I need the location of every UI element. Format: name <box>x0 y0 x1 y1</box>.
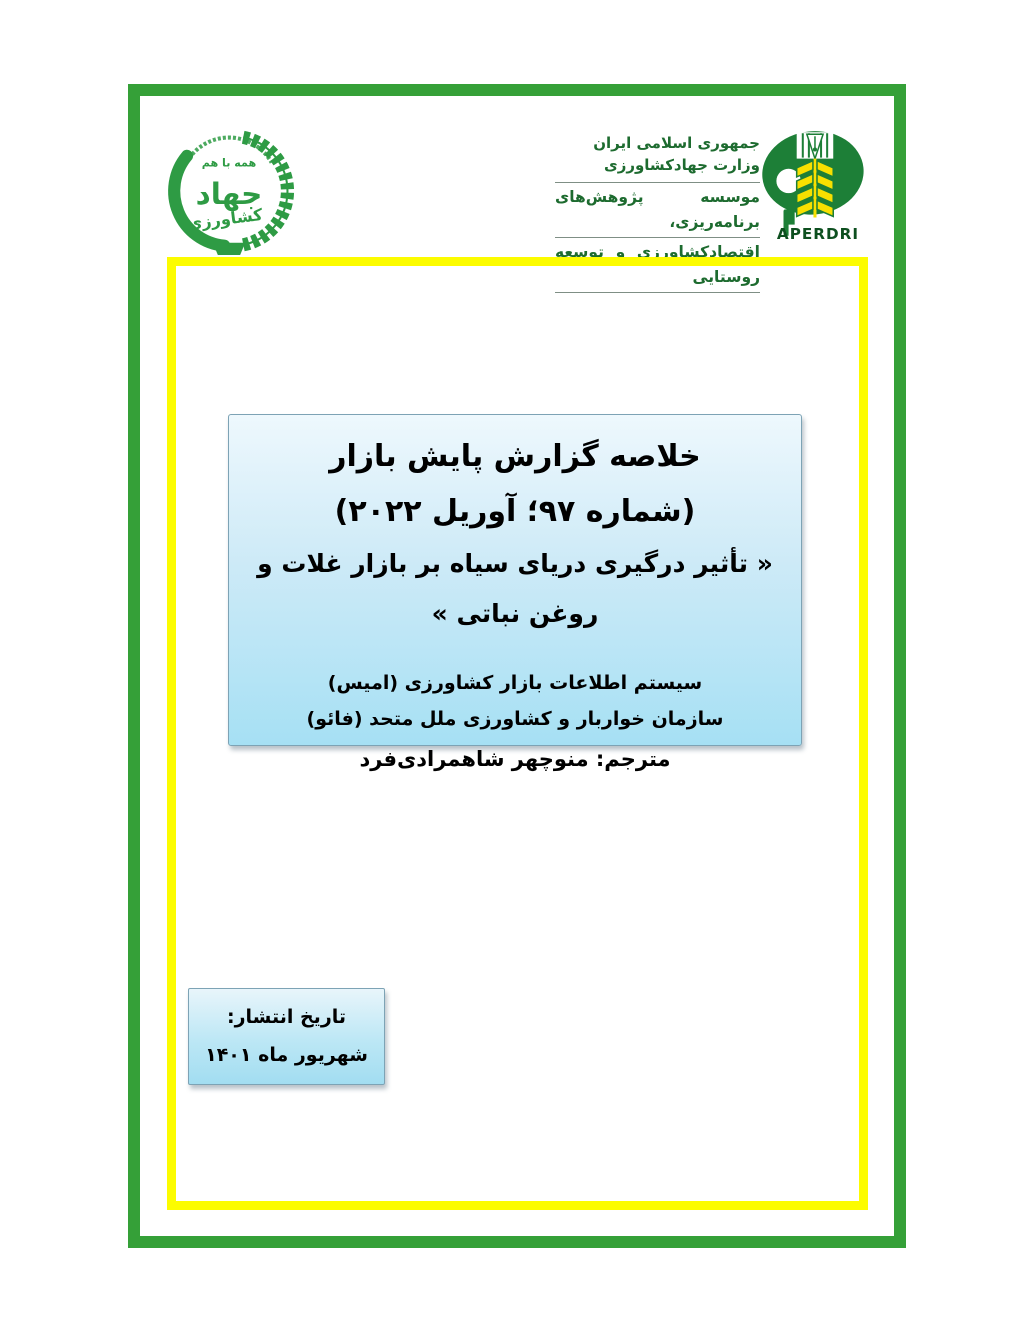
institute-name-line1: موسسه پژوهش‌های برنامه‌ریزی، <box>555 188 760 231</box>
logo-word-main: جهاد <box>195 177 263 212</box>
report-translator: مترجم: منوچهر شاهمرادی‌فرد <box>359 747 671 771</box>
country-name: جمهوری اسلامی ایران <box>593 134 760 152</box>
aperdri-logo-icon <box>750 124 884 244</box>
report-issue-number: (شماره ۹۷؛ آوریل ۲۰۲۲) <box>334 494 696 529</box>
divider <box>555 237 760 238</box>
ministry-name: وزارت جهادکشاورزی <box>603 156 760 174</box>
report-title: خلاصه گزارش پایش بازار <box>329 439 701 474</box>
wheat-stalk-icon <box>813 159 816 218</box>
nib-hole-icon <box>813 147 817 151</box>
logo-ribbon-icon <box>213 243 245 255</box>
jihad-keshavarzi-logo-icon <box>158 116 300 258</box>
publication-date-value: شهریور ماه ۱۴۰۱ <box>205 1044 368 1066</box>
report-subtitle: « تأثیر درگیری دریای سیاه بر بازار غلات و روغن نباتی » <box>257 549 773 628</box>
report-source-amis: سیستم اطلاعات بازار کشاورزی (امیس) <box>327 672 703 694</box>
institute-name-line2: اقتصادکشاورزی و توسعه روستایی <box>555 243 760 286</box>
report-source-fao: سازمان خواربار و کشاورزی ملل متحد (فائو) <box>306 708 724 730</box>
aperdri-caption: APERDRI <box>776 224 860 243</box>
publication-date-box <box>188 988 385 1085</box>
logo-word-sub: کشاورزی <box>186 204 264 234</box>
report-title-box <box>228 414 802 771</box>
divider <box>555 182 760 183</box>
publication-date-label: تاریخ انتشار: <box>226 1006 347 1028</box>
logo-motto: همه با هم <box>201 156 257 170</box>
